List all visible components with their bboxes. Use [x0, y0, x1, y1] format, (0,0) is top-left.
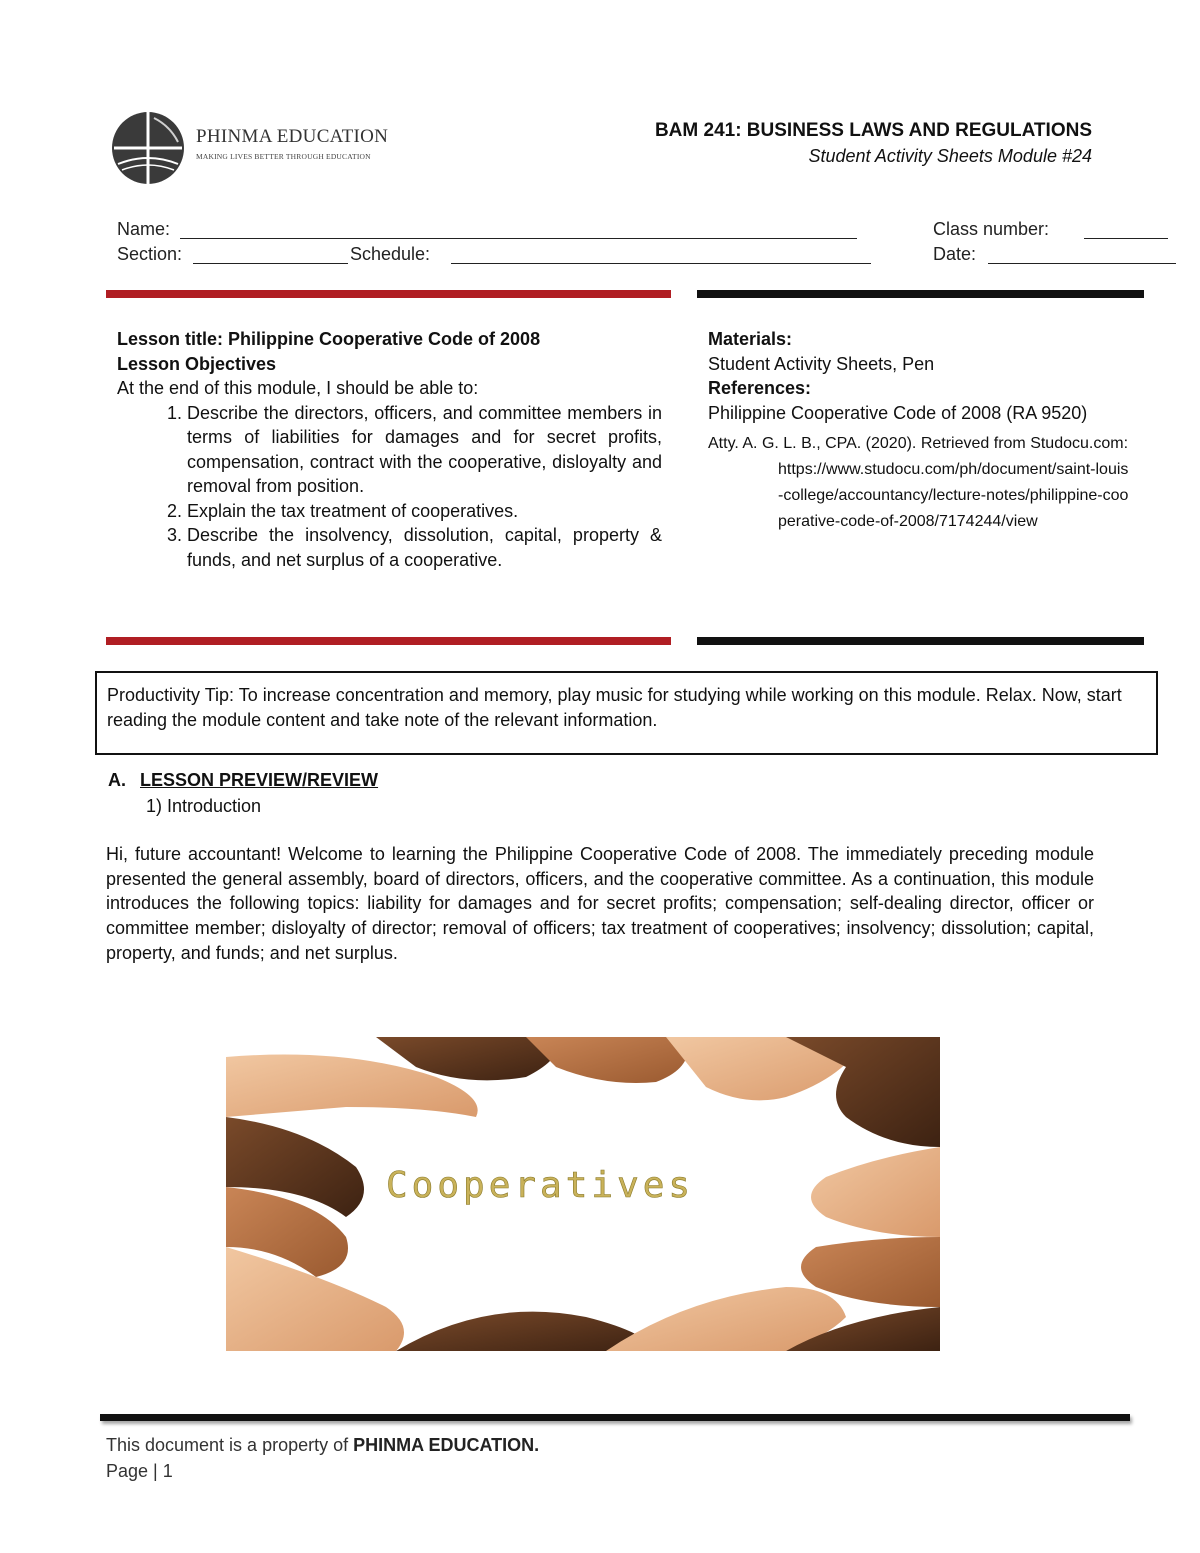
- references-heading: References:: [708, 378, 812, 398]
- date-field[interactable]: [988, 263, 1176, 264]
- objectives-intro: At the end of this module, I should be able to:: [117, 378, 479, 398]
- section-a-letter: A.: [108, 770, 126, 790]
- schedule-label: Schedule:: [350, 244, 431, 264]
- name-label: Name:: [117, 219, 171, 239]
- materials-items: Student Activity Sheets, Pen: [708, 353, 935, 374]
- objective-item: 1. Describe the directors, officers, and committee members in terms of liabilities for damages and for secret profits, compensation, contract with the cooperative, disloyalty and removal from position.: [187, 401, 662, 499]
- materials-heading: Materials:: [708, 329, 793, 349]
- reference-2: Atty. A. G. L. B., CPA. (2020). Retrieved from Studocu.com: https://www.studocu.com/ph/document/saint-louis-college/accountancy/lecture-notes/philippine-cooperative-code-of-2008/7174244/view: [708, 435, 1129, 530]
- objective-item: 3. Describe the insolvency, dissolution, capital, property & funds, and net surplus of a cooperative.: [187, 523, 662, 572]
- divider-red-bottom: [106, 637, 671, 645]
- productivity-tip-box: Productivity Tip: To increase concentration and memory, play music for studying while working on this module. Relax. Now, start reading the module content and take note of the relevant information.: [95, 671, 1158, 755]
- schedule-field[interactable]: [451, 263, 871, 264]
- phinma-logo: [108, 108, 368, 188]
- class-number-label: Class number:: [933, 219, 1050, 239]
- logo-tagline: MAKING LIVES BETTER THROUGH EDUCATION: [196, 152, 371, 161]
- section-label: Section:: [117, 244, 183, 264]
- cooperatives-wordmark: Cooperatives: [386, 1165, 695, 1206]
- divider-red-top: [106, 290, 671, 298]
- reference-1: [708, 401, 1132, 426]
- cooperatives-hands-image: [226, 1037, 940, 1351]
- module-subtitle: Student Activity Sheets Module #24: [808, 146, 1092, 166]
- footer-divider: [100, 1414, 1130, 1421]
- phinma-globe-icon: [108, 108, 190, 188]
- footer-property-owner: PHINMA EDUCATION.: [353, 1435, 540, 1455]
- reference-1-text: Philippine Cooperative Code of 2008 (RA 9520): [708, 402, 1088, 423]
- divider-black-bottom: [697, 637, 1144, 645]
- logo-name: PHINMA EDUCATION: [196, 126, 389, 147]
- lesson-column: [117, 327, 662, 572]
- introduction-subheading: 1) Introduction: [146, 796, 262, 816]
- lesson-title: Lesson title: Philippine Cooperative Code of 2008: [117, 329, 541, 349]
- objectives-list: [117, 401, 662, 573]
- objective-item: 2. Explain the tax treatment of cooperatives.: [187, 499, 662, 524]
- section-a-title: LESSON PREVIEW/REVIEW: [140, 770, 379, 790]
- name-field[interactable]: [180, 238, 857, 239]
- page-number: Page | 1: [106, 1461, 173, 1481]
- divider-black-top: [697, 290, 1144, 298]
- intro-paragraph: Hi, future accountant! Welcome to learning the Philippine Cooperative Code of 2008. The immediately preceding module presented the general assembly, board of directors, officers, and the cooperative committee. As a continuation, this module introduces the following topics: liability for damages and for secret profits; compensation; self-dealing director, officer or committee member; disloyalty of director; removal of officers; tax treatment of cooperatives; insolvency; dissolution; capital, property, and funds; and net surplus.: [106, 844, 1094, 963]
- date-label: Date:: [933, 244, 977, 264]
- footer-property: [106, 1435, 539, 1456]
- section-a-heading: [108, 770, 378, 791]
- class-number-field[interactable]: [1084, 238, 1168, 239]
- footer-property-prefix: This document is a property of: [106, 1435, 354, 1455]
- course-title: BAM 241: BUSINESS LAWS AND REGULATIONS: [654, 120, 1092, 141]
- materials-column: [708, 327, 1132, 535]
- section-field[interactable]: [193, 263, 348, 264]
- objectives-heading: Lesson Objectives: [117, 353, 277, 374]
